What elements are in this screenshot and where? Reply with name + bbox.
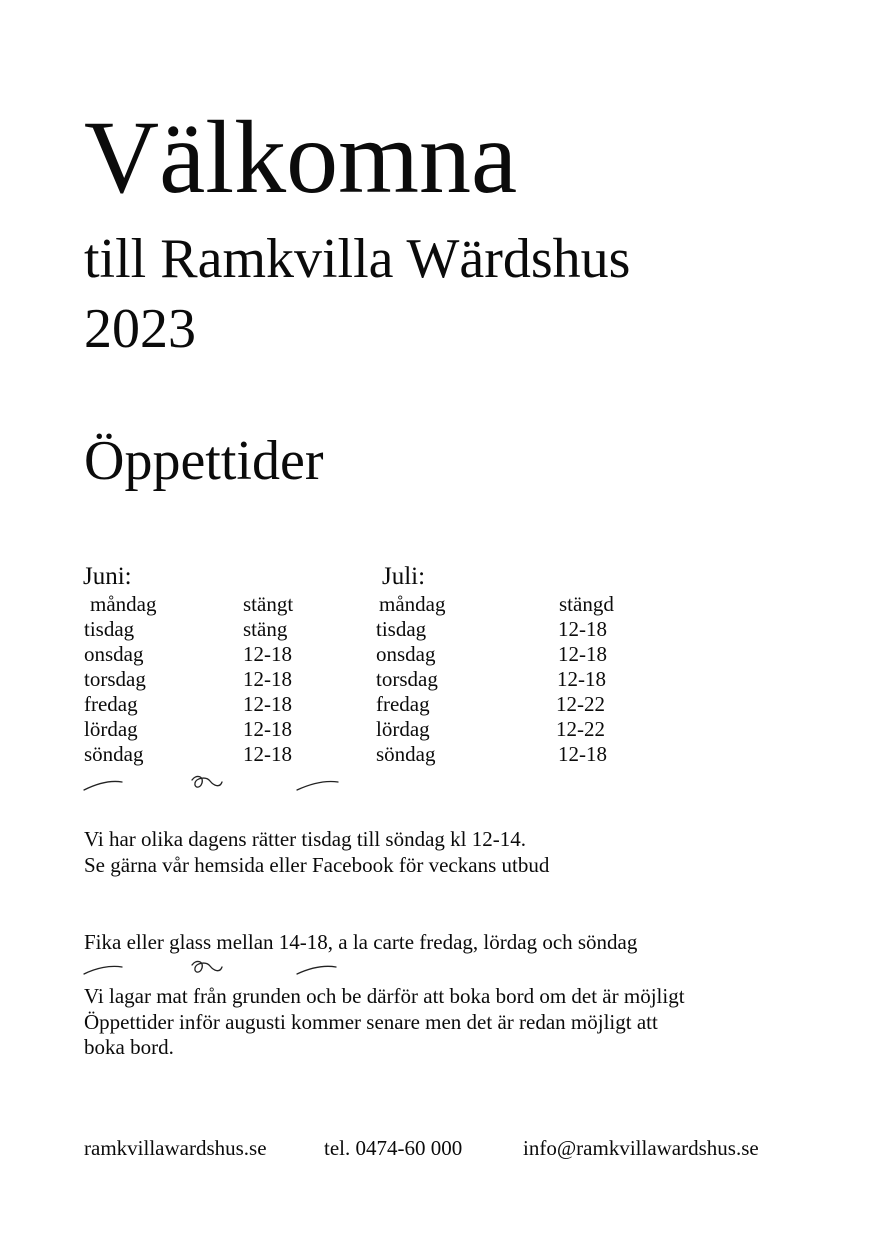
schedule-row [0, 592, 700, 617]
section-title-opening-hours: Öppettider [84, 430, 324, 492]
time-value: 12-18 [558, 642, 607, 666]
time-value: 12-18 [243, 742, 292, 766]
schedule-row [0, 717, 700, 742]
booking-info-line-1: Vi lagar mat från grunden och be därför att boka bord om det är möjligt [84, 984, 685, 1008]
year-label: 2023 [84, 298, 196, 360]
day-label: lördag [84, 717, 138, 741]
schedule-row [0, 667, 700, 692]
time-value: 12-22 [556, 717, 605, 741]
lunch-info-line-1: Vi har olika dagens rätter tisdag till söndag kl 12-14. [84, 827, 526, 851]
page-title: Välkomna [84, 100, 518, 215]
booking-info-line-2: Öppettider inför augusti kommer senare men det är redan möjligt att [84, 1009, 658, 1034]
schedule-row [0, 642, 700, 667]
schedule-row [0, 692, 700, 717]
day-label: söndag [84, 742, 144, 766]
booking-info-line-3: boka bord. [84, 1035, 174, 1059]
schedule-row [0, 742, 700, 767]
time-value: 12-18 [243, 667, 292, 691]
time-value: 12-18 [558, 617, 607, 641]
day-label: tisdag [376, 617, 427, 641]
ornament-divider-icon [82, 772, 344, 794]
day-label: lördag [376, 717, 430, 741]
time-value: 12-22 [556, 692, 605, 716]
day-label: måndag [379, 592, 446, 616]
day-label: torsdag [84, 667, 146, 691]
time-value: 12-18 [243, 692, 292, 716]
day-label: onsdag [84, 642, 144, 666]
fika-info: Fika eller glass mellan 14-18, a la carte fredag, lördag och söndag [84, 930, 638, 954]
day-label: fredag [376, 692, 430, 716]
month-title-juni: Juni: [83, 563, 132, 590]
time-value: 12-18 [557, 667, 606, 691]
email-link[interactable]: info@ramkvillawardshus.se [523, 1136, 759, 1160]
time-value: stängd [559, 592, 614, 616]
time-value: stäng [243, 617, 288, 641]
day-label: onsdag [376, 642, 436, 666]
website-link[interactable]: ramkvillawardshus.se [84, 1136, 267, 1160]
page-subtitle: till Ramkvilla Wärdshus [84, 228, 631, 290]
day-label: torsdag [376, 667, 438, 691]
time-value: 12-18 [243, 642, 292, 666]
schedule-juli [0, 592, 700, 767]
month-title-juli: Juli: [382, 563, 426, 590]
lunch-info-line-2: Se gärna vår hemsida eller Facebook för veckans utbud [84, 852, 550, 877]
day-label: söndag [376, 742, 436, 766]
ornament-divider-icon [82, 958, 344, 980]
time-value: stängt [243, 592, 294, 616]
phone-number[interactable]: tel. 0474-60 000 [324, 1136, 463, 1160]
day-label: fredag [84, 692, 138, 716]
day-label: tisdag [84, 617, 135, 641]
schedule-row [0, 617, 700, 642]
time-value: 12-18 [243, 717, 292, 741]
time-value: 12-18 [558, 742, 607, 766]
day-label: måndag [90, 592, 157, 616]
